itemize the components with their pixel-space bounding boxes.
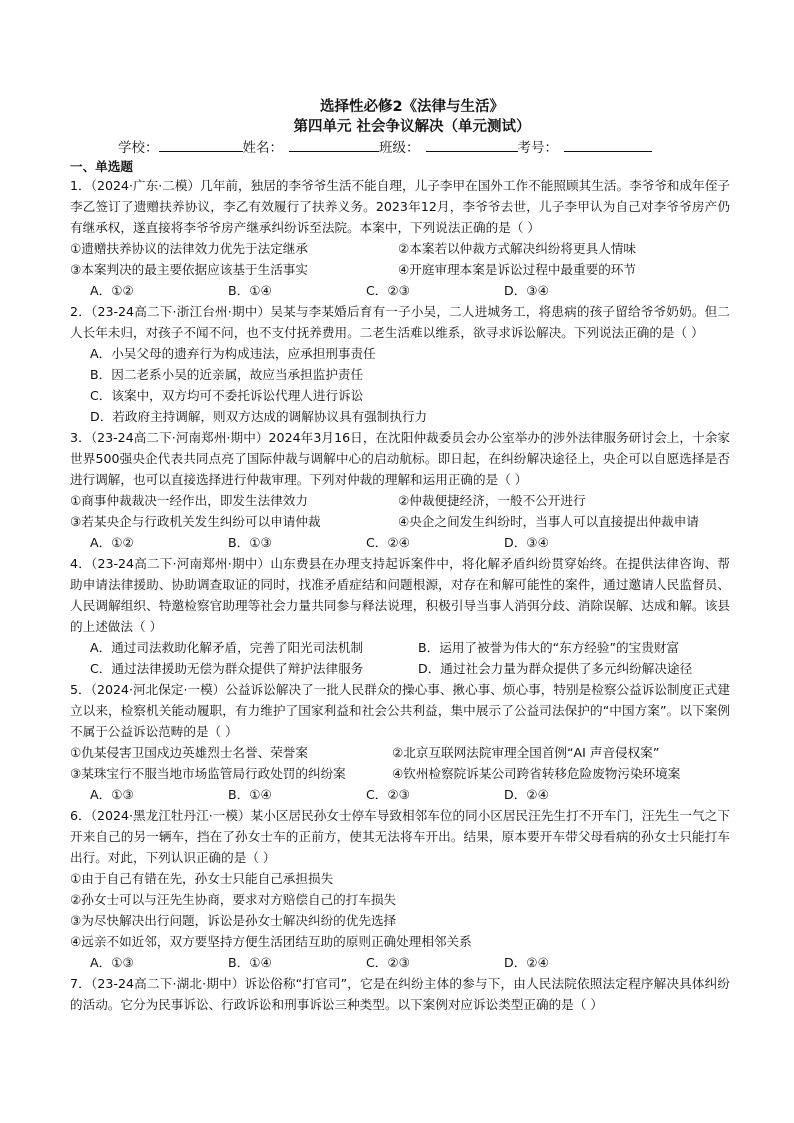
statement: ④钦州检察院诉某公司跨省转移危险废物污染环境案: [392, 766, 681, 781]
question-stem: 3．（23-24高二下·河南郑州·期中）2024年3月16日，在沈阳仲裁委员会办公室举办的涉外法律服务研讨会上，十余家世界500强央企代表共同点亮了国际仲裁与调解中心的启动航标。即日起，在纠纷解决途径上，央企可以自愿选择是否进行调解，也可以直接选择进行仲裁审理。下列对仲裁的理解和运用正确的是（ ）: [70, 430, 730, 487]
student-info-line: [70, 137, 730, 158]
statement: ③为尽快解决出行问题，诉讼是孙女士解决纠纷的优先选择: [70, 913, 397, 928]
class-field[interactable]: [426, 137, 518, 152]
answer-option[interactable]: D．若政府主持调解，则双方达成的调解协议具有强制执行力: [90, 409, 428, 424]
statement: ②仲裁便捷经济，一般不公开进行: [398, 493, 586, 508]
statement: ①仇某侵害卫国戍边英雄烈士名誉、荣誉案: [70, 745, 308, 760]
question-stem: 2．（23-24高二下·浙江台州·期中）吴某与李某婚后育有一子小吴，二人进城务工，将患病的孩子留给爷爷奶奶。但二人长年未归，对孩子不闻不问，也不支付抚养费用。二老生活难以维系，欲寻求诉讼解决。下列说法正确的是（ ）: [70, 304, 730, 340]
question-stem: 5．（2024·河北保定·一模）公益诉讼解决了一批人民群众的操心事、揪心事、烦心事，特别是检察公益诉讼制度正式建立以来，检察机关能动履职，有力维护了国家利益和社会公共利益，集中展示了公益司法保护的“中国方案”。以下案例不属于公益诉讼范畴的是（ ）: [70, 682, 730, 739]
answer-option[interactable]: A．通过司法救助化解矛盾，完善了阳光司法机制: [90, 640, 364, 655]
statement: ②北京互联网法院审理全国首例“AI 声音侵权案”: [392, 745, 660, 760]
answer-row: [70, 952, 730, 973]
answer-row: [70, 280, 730, 301]
answer-option[interactable]: D．③④: [504, 535, 549, 550]
answer-option[interactable]: A．小吴父母的遗弃行为构成违法，应承担刑事责任: [90, 346, 376, 361]
answer-option[interactable]: A．①②: [90, 535, 134, 550]
question-stem: 7．（23-24高二下·湖北·期中）诉讼俗称“打官司”，它是在纠纷主体的参与下，由人民法院依照法定程序解决具体纠纷的活动。它分为民事诉讼、行政诉讼和刑事诉讼三种类型。以下案例对应诉讼类型正确的是（ ）: [70, 976, 730, 1012]
answer-option[interactable]: B．①④: [228, 283, 272, 298]
statement: ④开庭审理本案是诉讼过程中最重要的环节: [398, 262, 636, 277]
statement-row: [70, 763, 730, 784]
answer-row: [70, 784, 730, 805]
statement: ②孙女士可以与汪先生协商，要求对方赔偿自己的打车损失: [70, 892, 397, 907]
statement: ③某珠宝行不服当地市场监管局行政处罚的纠纷案: [70, 766, 346, 781]
answer-option[interactable]: A．①③: [90, 955, 134, 970]
answer-option[interactable]: B．因二老系小吴的近亲属，故应当承担监护责任: [90, 367, 364, 382]
statement: ④远亲不如近邻，双方要坚持方便生活团结互助的原则正确处理相邻关系: [70, 934, 472, 949]
answer-option[interactable]: C．该案中，双方均可不委托诉讼代理人进行诉讼: [90, 388, 364, 403]
option-row: [70, 658, 730, 679]
exam-no-field[interactable]: [564, 137, 652, 152]
question-stem: 6．（2024·黑龙江牡丹江·一模）某小区居民孙女士停车导致相邻车位的同小区居民汪先生打不开车门，汪先生一气之下开来自己的另一辆车，挡在了孙女士车的正前方，使其无法将车开出。结果，原本要开车带父母看病的孙女士只能打车出行。对此，下列认识正确的是（ ）: [70, 808, 730, 865]
answer-option[interactable]: C．②③: [366, 787, 410, 802]
page-title: 选择性必修2《法律与生活》: [319, 99, 505, 115]
name-field[interactable]: [289, 137, 379, 152]
statement: ②本案若以仲裁方式解决纠纷将更具人情味: [398, 241, 636, 256]
answer-option[interactable]: D．通过社会力量为群众提供了多元纠纷解决途径: [418, 661, 693, 676]
answer-option[interactable]: C．通过法律援助无偿为群众提供了辩护法律服务: [90, 661, 364, 676]
option-row: [70, 637, 730, 658]
answer-option[interactable]: B．①④: [228, 787, 272, 802]
question-stem: 4．（23-24高二下·河南郑州·期中）山东费县在办理支持起诉案件中，将化解矛盾纠纷贯穿始终。在提供法律咨询、帮助申请法律援助、协助调查取证的同时，找准矛盾症结和问题根源，对存在和解可能性的案件，通过邀请人民监督员、人民调解组织、特邀检察官助理等社会力量共同参与释法说理，积极引导当事人消弭分歧、消除误解、达成和解。该县的上述做法（ ）: [70, 556, 730, 634]
statement-row: [70, 490, 730, 511]
answer-option[interactable]: A．①③: [90, 787, 134, 802]
answer-option[interactable]: D．②④: [504, 787, 549, 802]
answer-row: [70, 532, 730, 553]
class-label: 班级：: [379, 140, 420, 156]
answer-option[interactable]: B．①③: [228, 535, 272, 550]
statement-row: [70, 511, 730, 532]
page-subtitle: 第四单元 社会争议解决（单元测试）: [293, 119, 531, 135]
statement-row: [70, 742, 730, 763]
answer-option[interactable]: B．运用了被誉为伟大的“东方经验”的宝贵财富: [418, 640, 679, 655]
answer-option[interactable]: C．②③: [366, 955, 410, 970]
answer-option[interactable]: C．②③: [366, 283, 410, 298]
answer-option[interactable]: C．②④: [366, 535, 410, 550]
name-label: 姓名：: [242, 140, 283, 156]
statement: ①遗赠扶养协议的法律效力优先于法定继承: [70, 241, 308, 256]
section-title: 一、单选题: [70, 159, 133, 174]
statement: ③若某央企与行政机关发生纠纷可以申请仲裁: [70, 514, 321, 529]
statement: ①商事仲裁裁决一经作出，即发生法律效力: [70, 493, 308, 508]
answer-option[interactable]: D．②④: [504, 955, 549, 970]
exam-no-label: 考号：: [517, 140, 558, 156]
answer-option[interactable]: D．③④: [504, 283, 549, 298]
statement-row: [70, 238, 730, 259]
statement: ④央企之间发生纠纷时，当事人可以直接提出仲裁申请: [398, 514, 699, 529]
school-label: 学校：: [118, 140, 159, 156]
statement: ①由于自己有错在先，孙女士只能自己承担损失: [70, 871, 334, 886]
exam-page: [70, 97, 730, 1015]
answer-option[interactable]: A．①②: [90, 283, 134, 298]
statement: ③本案判决的最主要依据应该基于生活事实: [70, 262, 308, 277]
statement-row: [70, 259, 730, 280]
question-stem: 1．（2024·广东·二模）几年前，独居的李爷爷生活不能自理，儿子李甲在国外工作不能照顾其生活。李爷爷和成年侄子李乙签订了遗赠扶养协议，李乙有效履行了扶养义务。2023年12月，李爷爷去世，儿子李甲认为自己对李爷爷房产仍有继承权，遂直接将李爷爷房产继承纠纷诉至法院。本案中，下列说法正确的是（ ）: [70, 178, 730, 235]
answer-option[interactable]: B．①④: [228, 955, 272, 970]
school-field[interactable]: [159, 137, 243, 152]
